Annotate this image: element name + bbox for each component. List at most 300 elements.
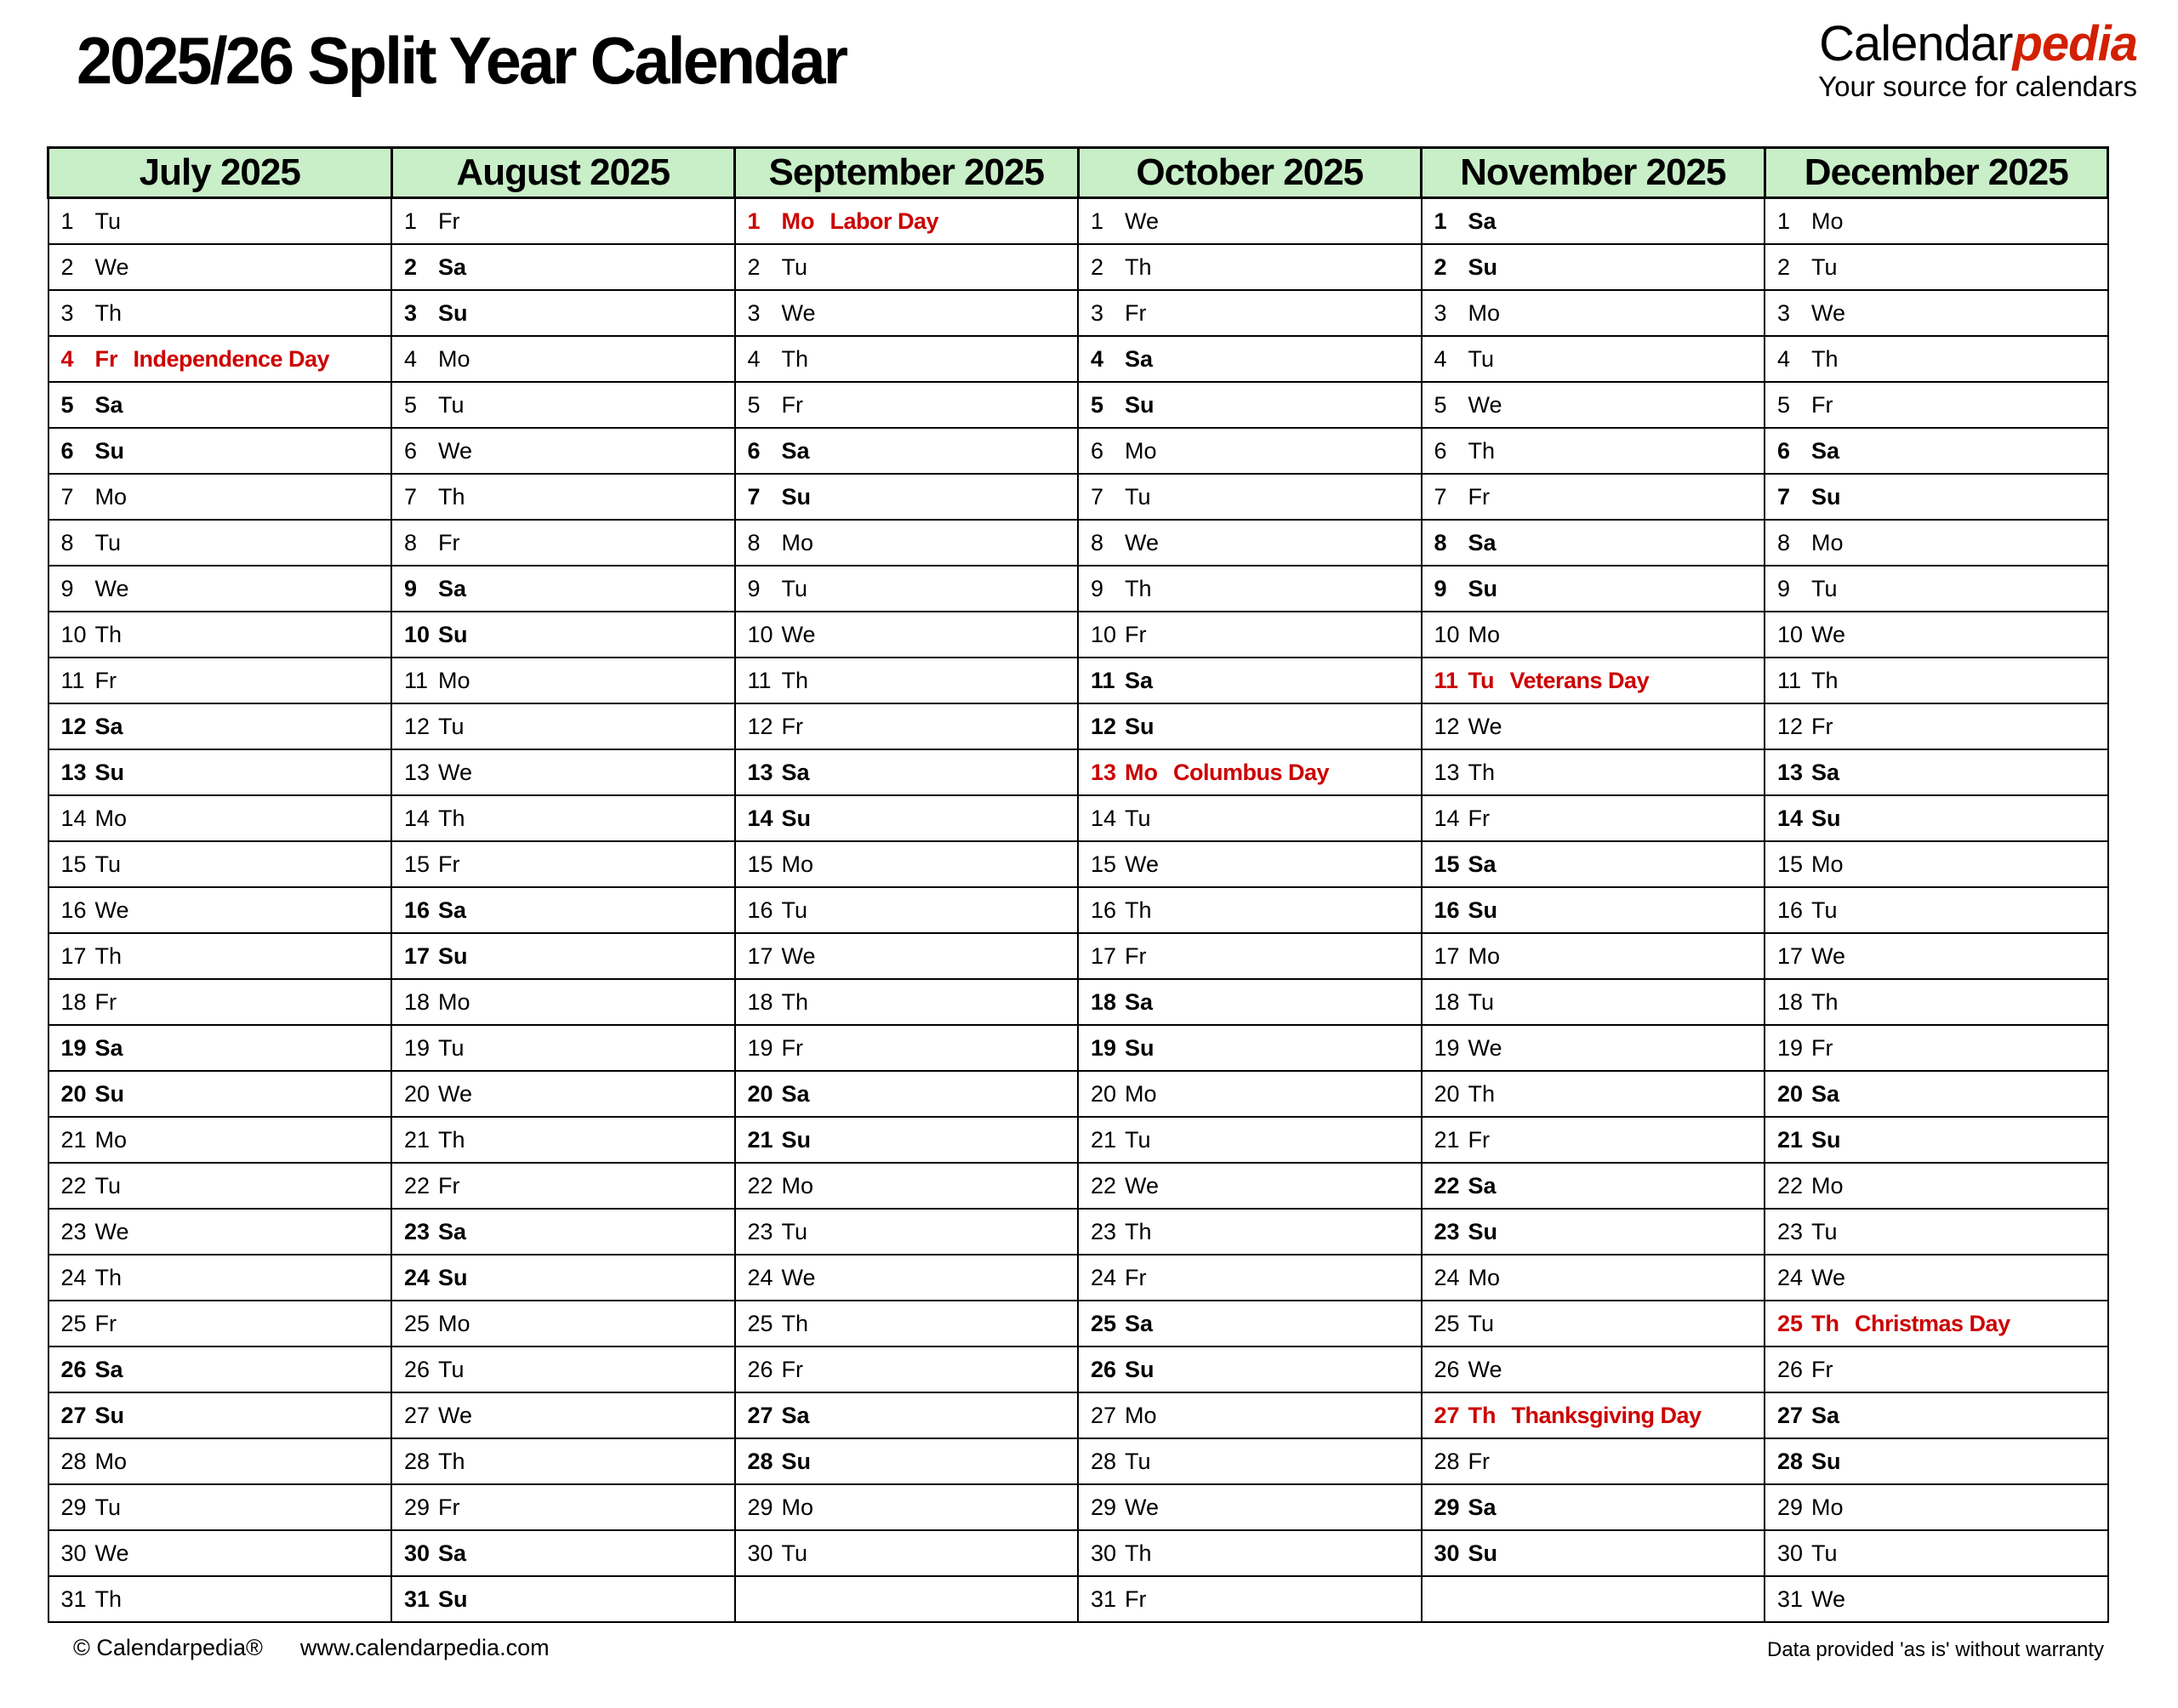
day-number: 6 — [60, 437, 74, 464]
day-cell — [391, 795, 735, 841]
day-number: 13 — [1434, 759, 1460, 785]
day-cell — [48, 1438, 392, 1484]
day-number: 23 — [1434, 1218, 1460, 1244]
day-cell — [1765, 933, 2108, 979]
weekday-abbrev: Sa — [438, 1540, 467, 1566]
day-number: 22 — [747, 1172, 773, 1198]
day-number: 23 — [747, 1218, 773, 1244]
weekday-abbrev: Sa — [1811, 437, 1840, 464]
day-cell — [1765, 1163, 2108, 1209]
day-cell — [1422, 933, 1765, 979]
day-row — [48, 749, 2108, 795]
weekday-abbrev: Su — [1125, 1356, 1155, 1382]
day-number: 11 — [1091, 667, 1115, 693]
weekday-abbrev: Mo — [94, 1448, 128, 1474]
day-cell — [1765, 290, 2108, 336]
weekday-abbrev: Fr — [94, 1310, 117, 1336]
day-cell — [391, 244, 735, 290]
day-number: 1 — [60, 208, 74, 234]
day-cell — [735, 1346, 1079, 1392]
day-number: 25 — [1434, 1310, 1460, 1336]
day-number: 29 — [1091, 1494, 1117, 1520]
day-row — [48, 979, 2108, 1025]
month-header-row — [48, 148, 2108, 198]
day-cell — [48, 1163, 392, 1209]
weekday-abbrev: Mo — [781, 208, 815, 234]
day-cell — [391, 428, 735, 474]
logo-wordmark — [1818, 16, 2137, 71]
day-number: 30 — [747, 1540, 773, 1566]
day-cell — [1422, 979, 1765, 1025]
weekday-abbrev: Mo — [438, 988, 470, 1015]
weekday-abbrev: Fr — [1811, 1356, 1833, 1382]
day-number: 23 — [1091, 1218, 1117, 1244]
day-cell — [735, 1071, 1079, 1117]
day-number: 28 — [747, 1448, 773, 1474]
day-cell — [391, 1117, 735, 1163]
day-number: 1 — [404, 208, 418, 234]
day-cell — [1078, 474, 1422, 520]
day-number: 4 — [1434, 345, 1447, 372]
holiday-label: Labor Day — [830, 208, 939, 234]
weekday-abbrev: Tu — [94, 1494, 122, 1520]
day-cell — [735, 198, 1079, 245]
day-number: 27 — [404, 1402, 430, 1428]
empty-cell — [735, 1576, 1079, 1622]
weekday-abbrev: Su — [781, 483, 812, 510]
day-cell — [48, 290, 392, 336]
day-number: 3 — [1777, 299, 1791, 326]
day-cell — [48, 979, 392, 1025]
day-row — [48, 1255, 2108, 1301]
day-number: 31 — [1091, 1586, 1117, 1612]
month-header: November 2025 — [1422, 148, 1765, 198]
day-cell — [735, 658, 1079, 703]
day-number: 30 — [1434, 1540, 1460, 1566]
day-number: 21 — [1091, 1126, 1117, 1153]
weekday-abbrev: Mo — [94, 1126, 128, 1153]
day-cell — [1078, 979, 1422, 1025]
day-cell — [1078, 1392, 1422, 1438]
weekday-abbrev: Mo — [1468, 1264, 1501, 1290]
day-row — [48, 841, 2108, 887]
day-cell — [735, 1025, 1079, 1071]
day-cell — [1078, 933, 1422, 979]
day-cell — [1078, 1576, 1422, 1622]
day-cell — [1765, 428, 2108, 474]
weekday-abbrev: Th — [1125, 1540, 1152, 1566]
day-cell — [1422, 658, 1765, 703]
weekday-abbrev: Mo — [438, 345, 470, 372]
day-row — [48, 474, 2108, 520]
day-cell — [48, 887, 392, 933]
weekday-abbrev: Mo — [1811, 1172, 1844, 1198]
logo-tagline: Your source for calendars — [1818, 70, 2137, 102]
day-cell — [735, 749, 1079, 795]
day-cell — [391, 1255, 735, 1301]
day-number: 17 — [1434, 942, 1460, 969]
month-header: December 2025 — [1765, 148, 2108, 198]
day-cell — [1078, 795, 1422, 841]
weekday-abbrev: Fr — [1125, 1264, 1147, 1290]
day-number: 20 — [60, 1080, 87, 1107]
day-number: 24 — [404, 1264, 430, 1290]
weekday-abbrev: Fr — [94, 345, 118, 372]
weekday-abbrev: Mo — [781, 529, 814, 555]
month-header: October 2025 — [1078, 148, 1422, 198]
weekday-abbrev: Fr — [438, 1494, 460, 1520]
day-cell — [1765, 1209, 2108, 1255]
day-cell — [1422, 612, 1765, 658]
day-number: 8 — [60, 529, 74, 555]
day-number: 20 — [404, 1080, 430, 1107]
day-cell — [1078, 703, 1422, 749]
weekday-abbrev: We — [781, 1264, 816, 1290]
weekday-abbrev: Th — [1811, 667, 1839, 693]
day-number: 24 — [747, 1264, 773, 1290]
weekday-abbrev: Sa — [781, 759, 810, 785]
day-cell — [1765, 244, 2108, 290]
day-number: 12 — [60, 713, 87, 739]
weekday-abbrev: Mo — [1125, 437, 1157, 464]
weekday-abbrev: Fr — [438, 1172, 460, 1198]
day-number: 12 — [1091, 713, 1117, 739]
weekday-abbrev: Tu — [1468, 345, 1495, 372]
weekday-abbrev: We — [1468, 1034, 1502, 1061]
day-number: 19 — [1777, 1034, 1804, 1061]
day-number: 26 — [1777, 1356, 1804, 1382]
weekday-abbrev: Sa — [94, 391, 123, 418]
day-cell — [735, 382, 1079, 428]
day-cell — [1078, 244, 1422, 290]
day-number: 9 — [60, 575, 74, 601]
day-number: 26 — [404, 1356, 430, 1382]
day-number: 19 — [404, 1034, 430, 1061]
weekday-abbrev: We — [781, 621, 816, 647]
day-number: 10 — [1091, 621, 1117, 647]
day-cell — [735, 244, 1079, 290]
day-cell — [391, 749, 735, 795]
day-number: 27 — [1434, 1402, 1460, 1428]
day-number: 23 — [60, 1218, 87, 1244]
day-cell — [1078, 520, 1422, 566]
day-cell — [48, 1025, 392, 1071]
day-cell — [1422, 290, 1765, 336]
weekday-abbrev: Tu — [438, 1356, 465, 1382]
day-number: 6 — [1777, 437, 1791, 464]
weekday-abbrev: We — [438, 437, 473, 464]
day-number: 17 — [1777, 942, 1804, 969]
weekday-abbrev: Th — [1468, 1080, 1496, 1107]
day-number: 13 — [60, 759, 87, 785]
weekday-abbrev: Th — [94, 1586, 123, 1612]
weekday-abbrev: Fr — [1811, 1034, 1833, 1061]
day-cell — [735, 933, 1079, 979]
day-row — [48, 612, 2108, 658]
day-cell — [1765, 1071, 2108, 1117]
day-cell — [391, 474, 735, 520]
day-number: 21 — [1777, 1126, 1804, 1153]
day-number: 11 — [60, 667, 85, 693]
weekday-abbrev: Fr — [781, 391, 803, 418]
day-cell — [48, 795, 392, 841]
day-number: 22 — [60, 1172, 87, 1198]
weekday-abbrev: Sa — [1468, 1494, 1497, 1520]
day-number: 10 — [1434, 621, 1460, 647]
day-number: 11 — [1434, 667, 1459, 693]
weekday-abbrev: Th — [1811, 345, 1839, 372]
weekday-abbrev: Su — [94, 759, 125, 785]
day-number: 30 — [1777, 1540, 1804, 1566]
day-number: 2 — [747, 253, 761, 280]
day-row — [48, 1392, 2108, 1438]
day-number: 11 — [404, 667, 429, 693]
day-cell — [1765, 749, 2108, 795]
day-cell — [1422, 841, 1765, 887]
day-number: 25 — [747, 1310, 773, 1336]
day-cell — [48, 1209, 392, 1255]
day-cell — [1078, 1301, 1422, 1346]
day-number: 18 — [1777, 988, 1804, 1015]
day-number: 31 — [404, 1586, 430, 1612]
day-cell — [1078, 1438, 1422, 1484]
day-cell — [735, 290, 1079, 336]
day-cell — [1765, 1576, 2108, 1622]
day-row — [48, 933, 2108, 979]
day-cell — [48, 336, 392, 382]
day-cell — [48, 658, 392, 703]
day-cell — [48, 1255, 392, 1301]
day-number: 3 — [1434, 299, 1447, 326]
weekday-abbrev: We — [94, 575, 129, 601]
day-number: 10 — [747, 621, 773, 647]
weekday-abbrev: Mo — [1468, 942, 1501, 969]
weekday-abbrev: Tu — [438, 1034, 465, 1061]
day-number: 7 — [1434, 483, 1447, 510]
day-cell — [1765, 382, 2108, 428]
day-cell — [391, 933, 735, 979]
day-cell — [391, 703, 735, 749]
day-cell — [48, 1484, 392, 1530]
weekday-abbrev: Mo — [94, 483, 128, 510]
calendar-table — [47, 146, 2109, 1623]
day-cell — [1078, 658, 1422, 703]
day-number: 21 — [404, 1126, 430, 1153]
day-number: 27 — [1777, 1402, 1804, 1428]
day-cell — [735, 841, 1079, 887]
day-number: 4 — [1091, 345, 1104, 372]
day-number: 8 — [404, 529, 418, 555]
day-number: 21 — [1434, 1126, 1460, 1153]
weekday-abbrev: We — [781, 942, 816, 969]
weekday-abbrev: Th — [1125, 253, 1152, 280]
day-cell — [1765, 1438, 2108, 1484]
weekday-abbrev: Tu — [1125, 1448, 1151, 1474]
day-number: 2 — [60, 253, 74, 280]
weekday-abbrev: Su — [1811, 1126, 1841, 1153]
weekday-abbrev: Th — [1468, 437, 1496, 464]
day-number: 3 — [747, 299, 761, 326]
weekday-abbrev: We — [1811, 1586, 1846, 1612]
day-number: 16 — [1091, 897, 1117, 923]
day-number: 28 — [404, 1448, 430, 1474]
day-number: 20 — [1434, 1080, 1460, 1107]
day-cell — [1078, 428, 1422, 474]
weekday-abbrev: Fr — [1125, 1586, 1147, 1612]
weekday-abbrev: Th — [1468, 1402, 1497, 1428]
weekday-abbrev: Th — [1125, 897, 1152, 923]
weekday-abbrev: We — [1125, 529, 1160, 555]
warranty-note: Data provided 'as is' without warranty — [1766, 1638, 2104, 1661]
weekday-abbrev: Fr — [1468, 1448, 1490, 1474]
weekday-abbrev: Mo — [438, 1310, 470, 1336]
day-number: 18 — [60, 988, 87, 1015]
day-row — [48, 1484, 2108, 1530]
weekday-abbrev: Sa — [1125, 1310, 1154, 1336]
day-cell — [1765, 566, 2108, 612]
day-cell — [1422, 1484, 1765, 1530]
day-cell — [1078, 1530, 1422, 1576]
day-cell — [48, 428, 392, 474]
day-cell — [1078, 1255, 1422, 1301]
day-number: 29 — [404, 1494, 430, 1520]
day-cell — [1078, 566, 1422, 612]
day-row — [48, 1163, 2108, 1209]
day-row — [48, 428, 2108, 474]
day-cell — [735, 1530, 1079, 1576]
weekday-abbrev: Th — [94, 621, 123, 647]
day-cell — [48, 1576, 392, 1622]
day-number: 6 — [1434, 437, 1447, 464]
day-cell — [1765, 1346, 2108, 1392]
day-cell — [735, 1163, 1079, 1209]
day-number: 3 — [60, 299, 74, 326]
day-number: 27 — [1091, 1402, 1117, 1428]
calendarpedia-logo — [1818, 16, 2137, 102]
weekday-abbrev: We — [781, 299, 816, 326]
day-number: 17 — [1091, 942, 1117, 969]
weekday-abbrev: Mo — [438, 667, 470, 693]
day-number: 22 — [1091, 1172, 1117, 1198]
weekday-abbrev: We — [94, 897, 129, 923]
weekday-abbrev: Tu — [781, 253, 808, 280]
weekday-abbrev: Su — [438, 621, 468, 647]
weekday-abbrev: Su — [1468, 1540, 1498, 1566]
day-number: 26 — [1091, 1356, 1117, 1382]
weekday-abbrev: Su — [781, 1448, 812, 1474]
day-cell — [1078, 382, 1422, 428]
weekday-abbrev: Su — [1811, 805, 1841, 831]
day-cell — [48, 198, 392, 245]
day-cell — [735, 1438, 1079, 1484]
weekday-abbrev: We — [1125, 851, 1160, 877]
day-number: 27 — [60, 1402, 87, 1428]
weekday-abbrev: Th — [1125, 1218, 1152, 1244]
weekday-abbrev: Mo — [1125, 1080, 1157, 1107]
day-number: 19 — [747, 1034, 773, 1061]
day-cell — [1078, 1163, 1422, 1209]
day-cell — [1422, 198, 1765, 245]
day-cell — [48, 749, 392, 795]
weekday-abbrev: Su — [781, 1126, 812, 1153]
day-cell — [48, 1392, 392, 1438]
weekday-abbrev: Mo — [94, 805, 128, 831]
day-number: 25 — [1777, 1310, 1804, 1336]
day-number: 6 — [404, 437, 418, 464]
weekday-abbrev: We — [1125, 1172, 1160, 1198]
day-number: 7 — [747, 483, 761, 510]
weekday-abbrev: We — [438, 1402, 473, 1428]
day-cell — [1078, 887, 1422, 933]
weekday-abbrev: Sa — [1811, 759, 1840, 785]
weekday-abbrev: Su — [438, 1586, 468, 1612]
day-cell — [48, 520, 392, 566]
day-number: 18 — [404, 988, 430, 1015]
day-number: 22 — [1777, 1172, 1804, 1198]
weekday-abbrev: Sa — [1125, 988, 1154, 1015]
day-cell — [735, 612, 1079, 658]
day-row — [48, 336, 2108, 382]
weekday-abbrev: Fr — [94, 667, 117, 693]
day-cell — [735, 1301, 1079, 1346]
day-number: 1 — [747, 208, 761, 234]
day-cell — [1765, 1484, 2108, 1530]
day-number: 4 — [404, 345, 418, 372]
day-number: 16 — [1777, 897, 1804, 923]
weekday-abbrev: Mo — [1468, 621, 1501, 647]
weekday-abbrev: We — [1468, 713, 1502, 739]
day-cell — [391, 1530, 735, 1576]
day-number: 4 — [747, 345, 761, 372]
day-row — [48, 1438, 2108, 1484]
weekday-abbrev: Th — [1811, 988, 1839, 1015]
website-url[interactable]: www.calendarpedia.com — [299, 1635, 550, 1660]
day-number: 14 — [404, 805, 430, 831]
day-number: 28 — [1091, 1448, 1117, 1474]
day-number: 23 — [404, 1218, 430, 1244]
day-number: 24 — [1434, 1264, 1460, 1290]
day-number: 9 — [1434, 575, 1447, 601]
day-number: 22 — [404, 1172, 430, 1198]
logo-text-black: Calendar — [1819, 16, 2013, 71]
weekday-abbrev: Tu — [1468, 1310, 1495, 1336]
weekday-abbrev: Th — [438, 805, 465, 831]
day-number: 17 — [60, 942, 87, 969]
empty-cell — [1422, 1576, 1765, 1622]
weekday-abbrev: Tu — [1811, 575, 1838, 601]
day-number: 30 — [404, 1540, 430, 1566]
day-number: 31 — [60, 1586, 87, 1612]
day-cell — [391, 1346, 735, 1392]
holiday-label: Thanksgiving Day — [1511, 1402, 1702, 1428]
day-number: 15 — [1434, 851, 1460, 877]
day-cell — [735, 1255, 1079, 1301]
day-number: 7 — [1777, 483, 1791, 510]
day-number: 5 — [1091, 391, 1104, 418]
day-number: 14 — [1434, 805, 1460, 831]
day-cell — [391, 566, 735, 612]
weekday-abbrev: Su — [1468, 253, 1498, 280]
weekday-abbrev: Fr — [781, 1034, 803, 1061]
weekday-abbrev: Th — [781, 1310, 809, 1336]
weekday-abbrev: Su — [94, 1402, 125, 1428]
weekday-abbrev: Tu — [94, 208, 122, 234]
day-number: 18 — [1091, 988, 1117, 1015]
day-number: 6 — [1091, 437, 1104, 464]
day-number: 16 — [1434, 897, 1460, 923]
day-number: 29 — [60, 1494, 87, 1520]
day-number: 30 — [1091, 1540, 1117, 1566]
